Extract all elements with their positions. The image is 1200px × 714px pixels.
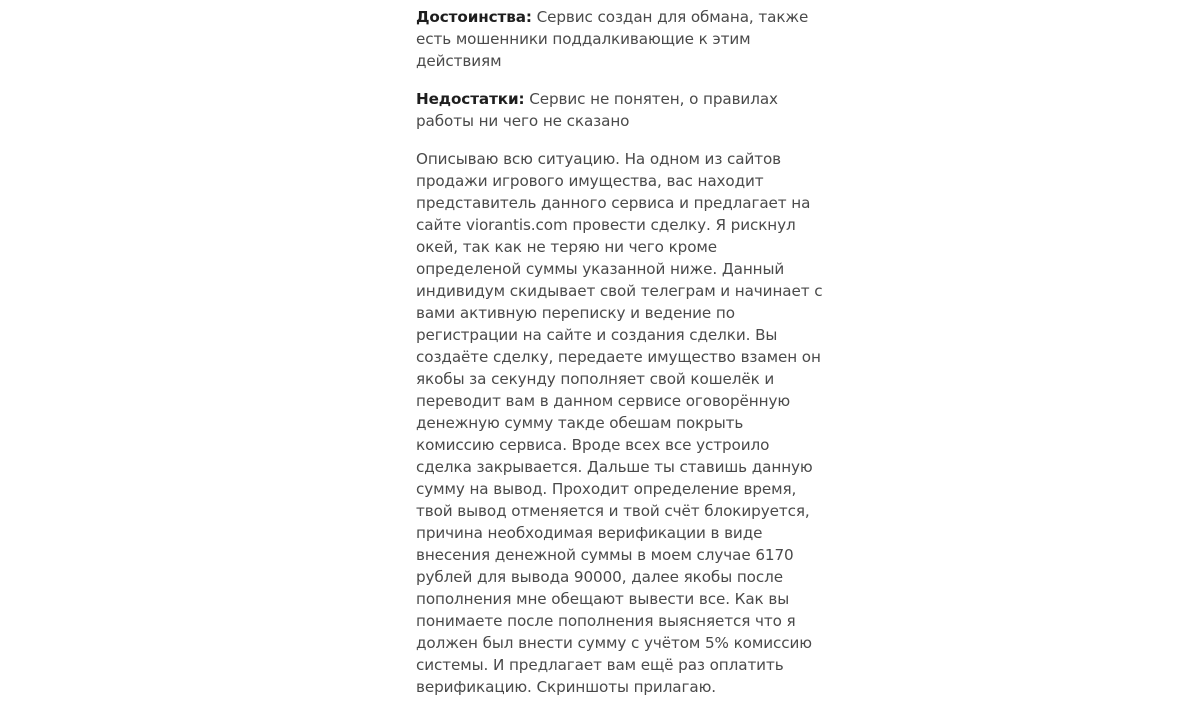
- body-text-line: определеной суммы указанной ниже. Данный: [416, 260, 785, 278]
- body-text-line: якобы за секунду пополняет свой кошелёк и: [416, 370, 775, 388]
- review-body-paragraph: [416, 148, 823, 698]
- body-text-line: окей, так как не теряю ни чего кроме: [416, 238, 718, 256]
- body-text-line: внесения денежной суммы в моем случае 6170: [416, 546, 794, 564]
- cons-text: работы ни чего не сказано: [416, 112, 630, 130]
- body-text-line: рублей для вывода 90000, далее якобы после: [416, 568, 783, 586]
- pros-text: действиям: [416, 52, 502, 70]
- body-text-line: сумму на вывод. Проходит определение время,: [416, 480, 797, 498]
- cons-label: Недостатки:: [416, 90, 525, 108]
- body-text-line: понимаете после пополнения выясняется что я: [416, 612, 796, 630]
- body-text-line: системы. И предлагает вам ещё раз оплатить: [416, 656, 784, 674]
- review-content: [416, 6, 823, 714]
- body-text-line: продажи игрового имущества, вас находит: [416, 172, 764, 190]
- body-text-line: индивидум скидывает свой телеграм и начинает с: [416, 282, 823, 300]
- pros-line: [416, 6, 809, 28]
- body-text-line: комиссию сервиса. Вроде всех все устроило: [416, 436, 770, 454]
- body-text-line: регистрации на сайте и создания сделки. Вы: [416, 326, 778, 344]
- body-text-line: создаёте сделку, передаете имущество взамен он: [416, 348, 821, 366]
- body-text-line: Описываю всю ситуацию. На одном из сайтов: [416, 150, 782, 168]
- body-text-line: представитель данного сервиса и предлагает на: [416, 194, 811, 212]
- pros-text: есть мошенники поддалкивающие к этим: [416, 30, 751, 48]
- body-text-line: твой вывод отменяется и твой счёт блокируется,: [416, 502, 810, 520]
- body-text-line: причина необходимая верификации в виде: [416, 524, 763, 542]
- body-text-line: верификацию. Скриншоты прилагаю.: [416, 678, 717, 696]
- body-text-line: пополнения мне обещают вывести все. Как вы: [416, 590, 790, 608]
- body-text-line: переводит вам в данном сервисе оговорённую: [416, 392, 791, 410]
- cons-paragraph: [416, 88, 782, 132]
- body-text-line: вами активную переписку и ведение по: [416, 304, 735, 322]
- body-text-line: должен был внести сумму с учётом 5% комиссию: [416, 634, 812, 652]
- body-text-line: денежную сумму такде обешам покрыть: [416, 414, 744, 432]
- pros-text: Сервис создан для обмана, также: [536, 8, 809, 26]
- pros-label: Достоинства:: [416, 8, 532, 26]
- cons-line: [416, 88, 782, 110]
- body-text-line: сайте viorantis.com провести сделку. Я рискнул: [416, 216, 796, 234]
- body-text-line: сделка закрывается. Дальше ты ставишь данную: [416, 458, 813, 476]
- pros-paragraph: [416, 6, 809, 72]
- cons-text: Сервис не понятен, о правилах: [529, 90, 778, 108]
